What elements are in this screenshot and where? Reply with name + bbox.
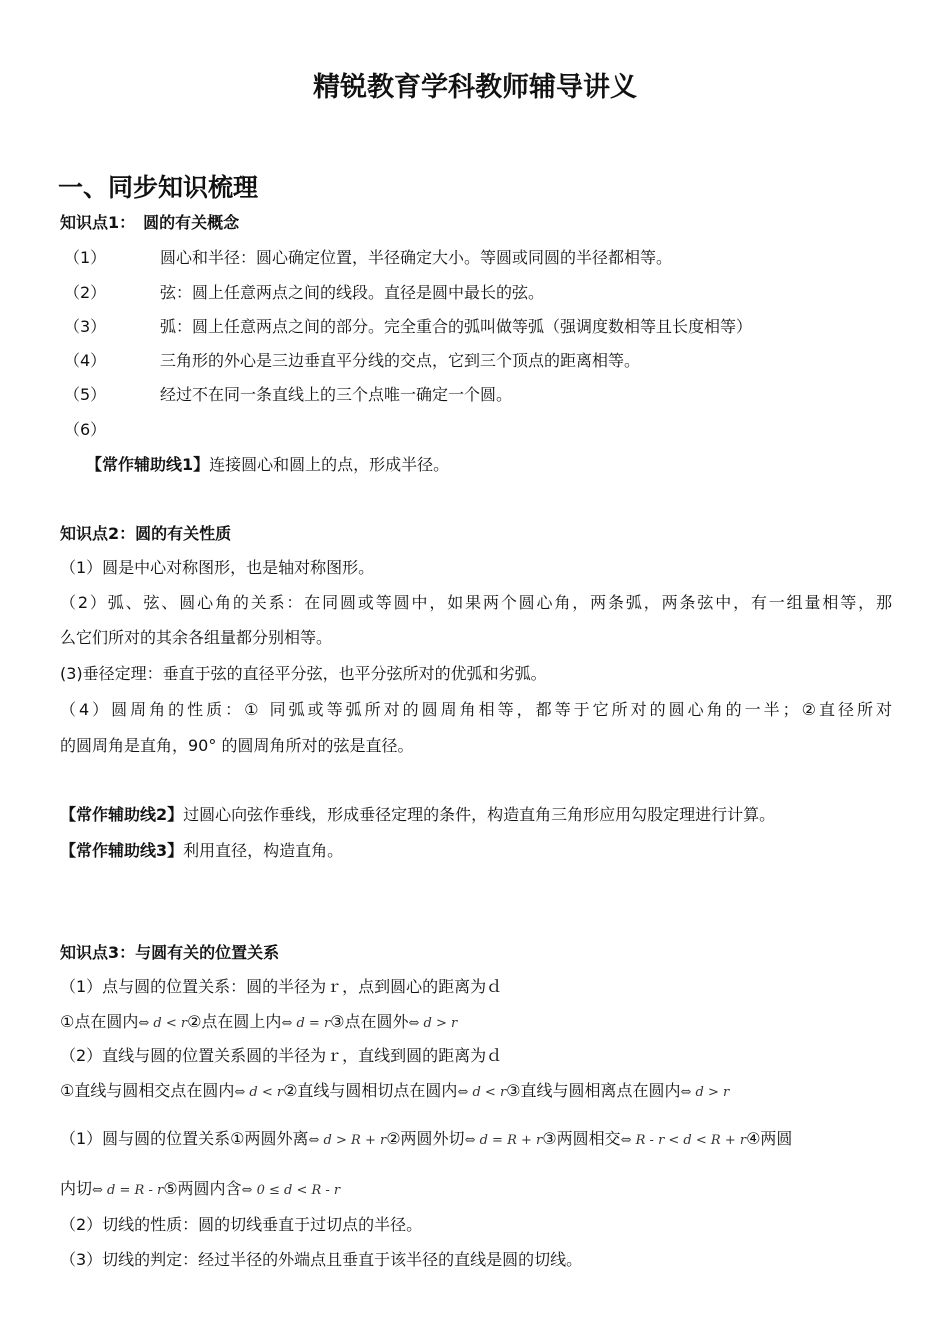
math-expr: ⇔ 0 ≤ d < R - r — [241, 1183, 341, 1198]
kp3-heading: 知识点3：与圆有关的位置关系 — [60, 943, 280, 962]
kp2-line: (3)垂径定理：垂直于弦的直径平分弦，也平分弦所对的优弧和劣弧。 — [60, 664, 547, 683]
kp2-line: （4）圆周角的性质：① 同弧或等弧所对的圆周角相等，都等于它所对的圆心角的一半；②直径所对 — [60, 700, 892, 719]
condition: ④两圆 — [746, 1129, 793, 1148]
section-heading: 一、同步知识梳理 — [58, 173, 259, 202]
kp3-line: （2）切线的性质：圆的切线垂直于过切点的半径。 — [60, 1215, 423, 1234]
math-expr: ⇔ R - r < d < R + r — [620, 1133, 747, 1148]
kp1-item — [60, 384, 512, 406]
condition: ②两圆外切 — [386, 1129, 465, 1148]
condition: ①直线与圆相交点在圆内 — [60, 1081, 235, 1100]
kp2-line: 的圆周角是直角，90° 的圆周角所对的弦是直径。 — [60, 736, 414, 755]
item-text: 弦：圆上任意两点之间的线段。直径是圆中最长的弦。 — [160, 283, 545, 302]
condition: ③两圆相交 — [542, 1129, 621, 1148]
item-number: （6） — [64, 420, 107, 439]
condition: ③点在圆外 — [330, 1012, 409, 1031]
kp2-heading: 知识点2：圆的有关性质 — [60, 524, 232, 543]
aux-label: 【常作辅助线3】 — [60, 841, 184, 860]
kp3-line — [60, 1011, 457, 1035]
item-number: （1） — [64, 248, 107, 267]
condition: （1）圆与圆的位置关系①两圆外离 — [60, 1129, 309, 1148]
math-expr: ⇔ d = R - r — [92, 1183, 164, 1198]
math-expr: ⇔ d < r — [457, 1085, 507, 1100]
kp3-line — [60, 1080, 729, 1104]
condition: ①点在圆内 — [60, 1012, 139, 1031]
aux-label: 【常作辅助线2】 — [60, 805, 184, 824]
aux-text: 利用直径，构造直角。 — [183, 841, 344, 860]
page-title: 精锐教育学科教师辅导讲义 — [313, 72, 637, 103]
math-expr: ⇔ d < r — [138, 1016, 188, 1031]
kp3-line: （3）切线的判定：经过半径的外端点且垂直于该半径的直线是圆的切线。 — [60, 1250, 583, 1269]
condition: 内切 — [60, 1179, 93, 1198]
kp1-item — [60, 419, 160, 441]
math-expr: ⇔ d < r — [234, 1085, 284, 1100]
aux-line-3 — [60, 840, 343, 862]
item-text: 弧：圆上任意两点之间的部分。完全重合的弧叫做等弧（强调度数相等且长度相等） — [160, 317, 753, 336]
kp3-line: （2）直线与圆的位置关系圆的半径为ｒ，直线到圆的距离为ｄ — [60, 1046, 503, 1065]
kp3-line: （1）点与圆的位置关系：圆的半径为ｒ，点到圆心的距离为ｄ — [60, 977, 503, 996]
kp1-item — [60, 282, 544, 304]
math-expr: ⇔ d = R + r — [464, 1133, 543, 1148]
kp3-line — [60, 1128, 792, 1152]
aux-text: 连接圆心和圆上的点，形成半径。 — [209, 455, 450, 474]
aux-text: 过圆心向弦作垂线，形成垂径定理的条件，构造直角三角形应用勾股定理进行计算。 — [183, 805, 776, 824]
math-expr: ⇔ d > r — [408, 1016, 458, 1031]
kp1-item — [60, 316, 752, 338]
item-number: （5） — [64, 385, 107, 404]
condition: ③直线与圆相离点在圆内 — [506, 1081, 681, 1100]
math-expr: ⇔ d = r — [281, 1016, 331, 1031]
condition: ②点在圆上内 — [187, 1012, 282, 1031]
item-number: （4） — [64, 351, 107, 370]
kp3-line — [60, 1178, 340, 1202]
kp2-line: （2）弧、弦、圆心角的关系：在同圆或等圆中，如果两个圆心角，两条弧，两条弦中，有一组量相等，那 — [60, 593, 892, 612]
kp1-heading: 知识点1： 圆的有关概念 — [60, 213, 240, 232]
kp2-line: （1）圆是中心对称图形，也是轴对称图形。 — [60, 558, 375, 577]
aux-line-2 — [60, 804, 775, 826]
kp1-item — [60, 247, 672, 269]
item-text: 经过不在同一条直线上的三个点唯一确定一个圆。 — [160, 385, 513, 404]
math-expr: ⇔ d > r — [680, 1085, 730, 1100]
item-text: 圆心和半径：圆心确定位置，半径确定大小。等圆或同圆的半径都相等。 — [160, 248, 673, 267]
kp2-line: 么它们所对的其余各组量都分别相等。 — [60, 628, 333, 647]
aux-label: 【常作辅助线1】 — [86, 455, 210, 474]
kp1-item — [60, 350, 640, 372]
item-number: （3） — [64, 317, 107, 336]
item-text: 三角形的外心是三边垂直平分线的交点，它到三个顶点的距离相等。 — [160, 351, 641, 370]
math-expr: ⇔ d > R + r — [308, 1133, 387, 1148]
aux-line-1 — [86, 454, 449, 476]
condition: ②直线与圆相切点在圆内 — [283, 1081, 458, 1100]
condition: ⑤两圆内含 — [163, 1179, 242, 1198]
item-number: （2） — [64, 283, 107, 302]
